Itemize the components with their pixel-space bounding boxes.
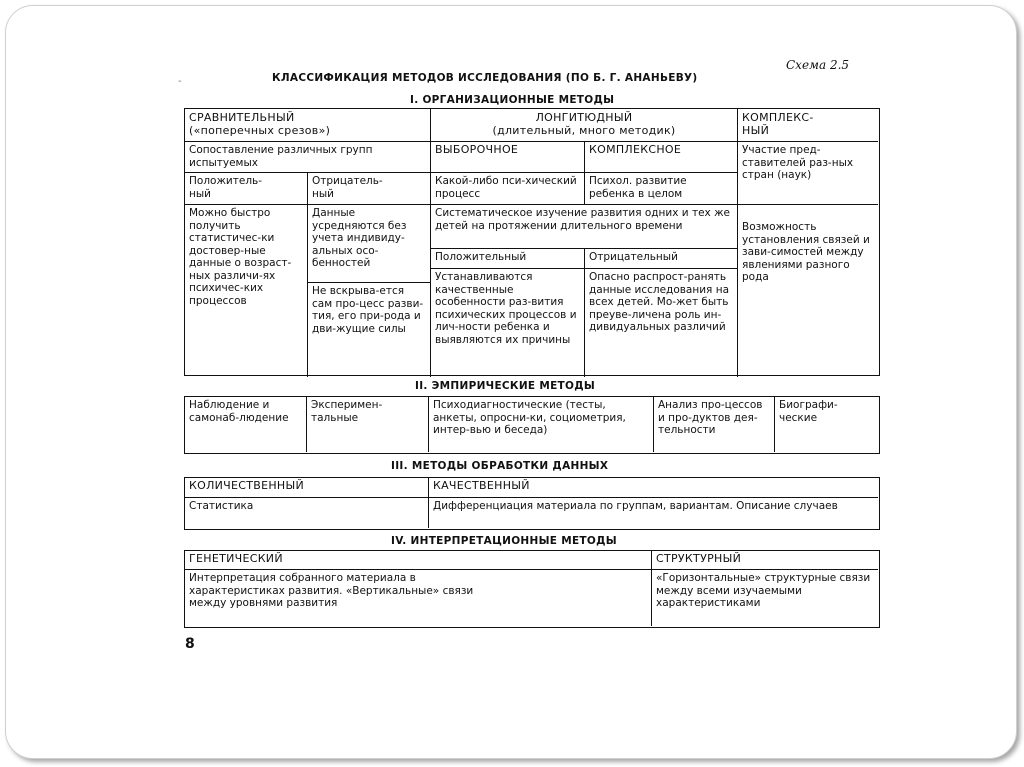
comparative-positive-text: Можно быстро получить статистичес-ки достовер-ные данные о возраст-ных различи-ях психичес-ких процессов [185,205,308,377]
comparative-negative-text-1: Данные усредняются без учета индивиду-альных осо-бенностей [308,205,431,283]
page-title: КЛАССИФИКАЦИЯ МЕТОДОВ ИССЛЕДОВАНИЯ (ПО Б. Г. АНАНЬЕВУ) [272,72,698,84]
complex-possibility: Возможность установления связей и зави-симостей между явлениями разного рода [742,221,870,283]
structural-header: СТРУКТУРНЫЙ [652,551,878,570]
empirical-activity-analysis: Анализ про-цессов и про-дуктов дея-тельности [654,397,775,452]
section-1-title: I. ОРГАНИЗАЦИОННЫЕ МЕТОДЫ [410,94,615,106]
qualitative-header: КАЧЕСТВЕННЫЙ [429,478,878,498]
empirical-observation: Наблюдение и самонаб-людение [185,397,307,452]
longitudinal-systematic: Систематическое изучение развития одних и тех же детей на протяжении длительного времени [431,205,738,249]
page-number: 8 [185,636,195,652]
complex-participation: Участие пред-ставителей раз-ных стран (наук) [738,142,878,205]
genetic-text: Интерпретация собранного материала в характеристиках развития. «Вертикальные» связи между уровнями развития [185,570,652,626]
comparative-description: Сопоставление различных групп испытуемых [185,142,431,173]
comparative-header: СРАВНИТЕЛЬНЫЙ («поперечных срезов») [185,109,431,142]
quantitative-text: Статистика [185,498,429,528]
qualitative-text: Дифференциация материала по группам, вариантам. Описание случаев [433,500,838,512]
longitudinal-header: ЛОНГИТЮДНЫЙ (длительный, много методик) [431,109,738,142]
longitudinal-positive-text: Устанавливаются качественные особенности раз-вития психических процессов и лич-ности ребенка и выявляются их причины [431,269,585,377]
section-2-title: II. ЭМПИРИЧЕСКИЕ МЕТОДЫ [415,380,596,392]
section-3-title: III. МЕТОДЫ ОБРАБОТКИ ДАННЫХ [391,460,609,472]
quantitative-header: КОЛИЧЕСТВЕННЫЙ [185,478,429,498]
organizational-table [184,108,880,376]
genetic-header: ГЕНЕТИЧЕСКИЙ [185,551,652,570]
longitudinal-complex-label: КОМПЛЕКСНОЕ [585,142,738,173]
longitudinal-complex-text: Психол. развитие ребенка в целом [585,173,738,205]
comparative-negative-label: Отрицатель- ный [308,173,431,205]
longitudinal-selective-text: Какой-либо пси-хический процесс [431,173,585,205]
comparative-positive-label: Положитель- ный [185,173,308,205]
interpretation-table [184,550,880,628]
empirical-biographical: Биографи-ческие [779,399,838,424]
comparative-negative-text-2: Не вскрыва-ется сам про-цесс разви-тия, его при-рода и дви-жущие силы [308,283,431,377]
complex-header: КОМПЛЕКС- НЫЙ [738,109,878,142]
structural-text: «Горизонтальные» структурные связи между всеми изучаемыми характеристиками [656,572,871,609]
longitudinal-selective-label: ВЫБОРОЧНОЕ [431,142,585,173]
processing-table [184,477,880,530]
empirical-experimental: Эксперимен-тальные [307,397,429,452]
longitudinal-positive-label: Положительный [431,249,585,269]
longitudinal-negative-text: Опасно распрост-ранять данные исследования на всех детей. Мо-жет быть преуве-личена роль ин-дивидуальных различий [585,269,738,377]
section-4-title: IV. ИНТЕРПРЕТАЦИОННЫЕ МЕТОДЫ [391,535,617,547]
margin-mark: - [178,76,182,87]
schema-label: Схема 2.5 [786,58,850,72]
empirical-psychodiagnostic: Психодиагностические (тесты, анкеты, опросни-ки, социометрия, интер-вью и беседа) [429,397,654,452]
longitudinal-negative-label: Отрицательный [585,249,738,269]
empirical-table [184,396,880,454]
